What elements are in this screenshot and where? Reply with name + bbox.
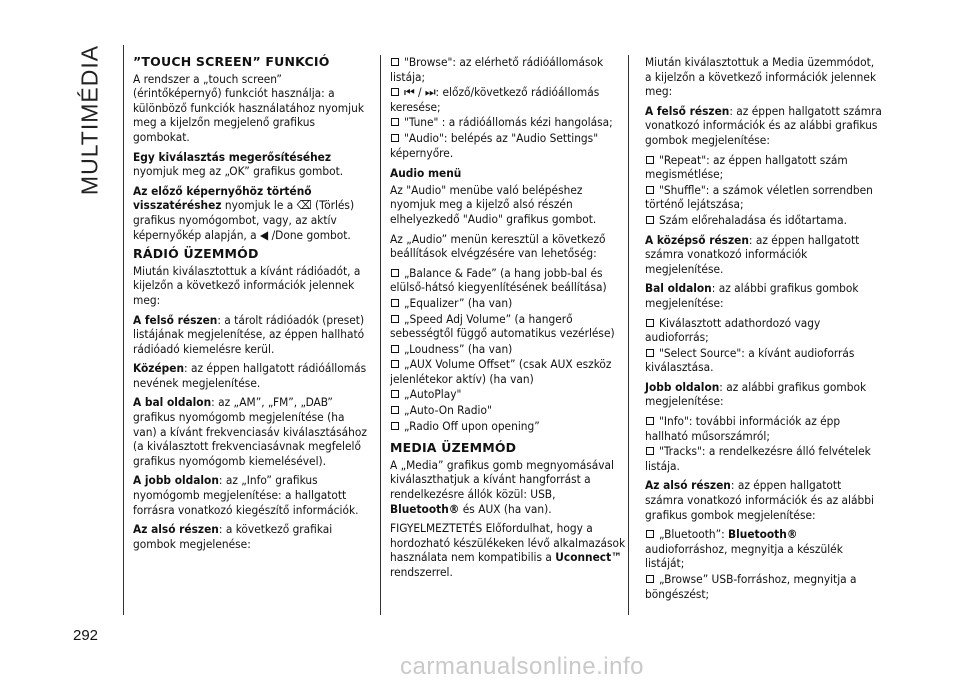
paragraph: Középen: az éppen hallgatott rádióállomás nevének megjelenítése. (133, 361, 367, 390)
list-item: Kiválasztott adathordozó vagy audioforrás; (645, 315, 821, 345)
checkbox-bullet-icon (646, 530, 654, 538)
checkbox-bullet-icon (391, 345, 399, 353)
checkbox-bullet-icon (391, 58, 399, 66)
checkbox-bullet-icon (391, 118, 399, 126)
divider-col2 (628, 55, 629, 615)
divider-left (123, 45, 124, 615)
list-item: "Info": további információk az épp hallható műsorszámról; (645, 414, 841, 443)
paragraph: Az alsó részen: az éppen hallgatott számra vonatkozó információk és az alábbi grafikus gombok megjelenítése: (645, 478, 874, 522)
list-item: "Tracks": a rendelkezésre álló felvételek listája. (645, 444, 871, 473)
list-item: "Tune" : a rádióállomás kézi hangolása; (390, 115, 628, 130)
paragraph: Egy kiválasztás megerősítéséhez nyomjuk meg az „OK” grafikus gombot. (133, 149, 344, 179)
delete-icon: ⌫ (296, 198, 312, 213)
list-item: ⏮ / ⏭: előző/következő rádióállomás keresése; (390, 85, 600, 114)
list-item: „Browse” USB-forráshoz, megnyitja a böngészést; (645, 572, 857, 601)
list-item: "Select Source": a kívánt audioforrás kiválasztása. (645, 345, 855, 375)
checkbox-bullet-icon (391, 134, 399, 142)
paragraph: A jobb oldalon: az „Info” grafikus nyomógomb megjelenítése: a hallgatott forrásra vonatkozó kiegészítő információk. (133, 473, 359, 517)
heading-radio-mode: RÁDIÓ ÜZEMMÓD (133, 246, 259, 262)
list-item: "Browse": az elérhető rádióállomások listája; (390, 55, 604, 84)
checkbox-bullet-icon (391, 88, 399, 96)
paragraph: Jobb oldalon: az alábbi grafikus gombok megjelenítése: (645, 379, 867, 409)
checkbox-bullet-icon (646, 349, 654, 357)
watermark: carmanualsonline.info (400, 653, 644, 680)
checkbox-bullet-icon (646, 417, 654, 425)
column-1 (133, 55, 371, 556)
checkbox-bullet-icon (646, 447, 654, 455)
checkbox-bullet-icon (391, 406, 399, 414)
paragraph: Az alsó részen: a következő grafikai gombok megjelenése: (133, 522, 333, 551)
paragraph: Bal oldalon: az alábbi grafikus gombok megjelenítése: (645, 281, 859, 310)
list-item: "Shuffle": a számok véletlen sorrendben történő lejátszása; (645, 182, 873, 212)
checkbox-bullet-icon (646, 186, 654, 194)
checkbox-bullet-icon (646, 575, 654, 583)
checkbox-bullet-icon (646, 156, 654, 164)
page-number: 292 (73, 627, 99, 644)
list-item: „Equalizer” (ha van) (390, 296, 628, 311)
divider-col1 (380, 55, 381, 615)
list-item: „AUX Volume Offset” (csak AUX eszköz jelenlétekor aktív) (ha van) (390, 357, 612, 386)
paragraph: FIGYELMEZTETÉS Előfordulhat, hogy a hordozható készülékeken lévő alkalmazások használata nem kompatibilis a Uconnect™ rendszerrel. (390, 521, 626, 579)
list-item: „AutoPlay" (390, 387, 628, 402)
list-item: „Speed Adj Volume” (a hangerő sebességtől függő automatikus vezérlése) (390, 311, 615, 341)
checkbox-bullet-icon (391, 422, 399, 430)
paragraph: Miután kiválasztottuk a kívánt rádióadót, a kijelzőn a következő információk jelennek meg: (133, 263, 361, 307)
heading-media-mode: MEDIA ÜZEMMÓD (390, 440, 517, 456)
paragraph: Miután kiválasztottuk a Media üzemmódot, a kijelzőn a következő információk jelennek meg: (645, 55, 877, 99)
checkbox-bullet-icon (391, 269, 399, 277)
checkbox-bullet-icon (391, 315, 399, 323)
section-side-title (60, 45, 120, 195)
column-2 (390, 55, 628, 585)
list-item: „Radio Off upon opening” (390, 419, 628, 434)
checkbox-bullet-icon (391, 299, 399, 307)
paragraph: A rendszer a „touch screen” (érintőképernyő) funkciót használja: a különböző funkciók használatához nyomjuk meg a kijelzőn megjelenő grafikus gombokat. (133, 71, 364, 144)
list-item: "Audio": belépés az "Audio Settings" képernyőre. (390, 130, 599, 160)
paragraph: A bal oldalon: az „AM”, „FM”, „DAB” grafikus nyomógomb megjelenítése (ha van) a kívánt frekvenciasáv kiválasztásához (a kiválasztott frekvenciasávnak megfelelő grafikus nyomógomb kiemelésével). (133, 395, 367, 468)
list-item: „Balance & Fade” (a hang jobb-bal és elülső-hátsó kiegyenlítésének beállítása) (390, 265, 607, 295)
subheading-audio-menu: Audio menü (390, 166, 462, 181)
paragraph: A „Media” grafikus gomb megnyomásával kiválaszthatjuk a kívánt hangforrást a rendelkezésre állók közül: USB, Bluetooth® és AUX (ha van). (390, 457, 614, 516)
checkbox-bullet-icon (646, 216, 654, 224)
list-item: „Bluetooth”: Bluetooth® audioforráshoz, megnyitja a készülék listáját; (645, 527, 843, 571)
paragraph: A felső részen: az éppen hallgatott számra vonatkozó információk és az alábbi grafikus gombok megjelenítése: (645, 103, 882, 147)
list-item: "Repeat": az éppen hallgatott szám megismétlése; (645, 152, 848, 182)
list-item: „Loudness” (ha van) (390, 342, 628, 357)
paragraph: Az "Audio" menübe való belépéshez nyomjuk meg a kijelző alsó részén elhelyezkedő "Audio" grafikus gombot. (390, 182, 597, 226)
list-item: Szám előrehaladása és időtartama. (645, 213, 883, 228)
paragraph: A középső részen: az éppen hallgatott számra vonatkozó információk megjelenítése. (645, 232, 860, 276)
list-item: „Auto-On Radio" (390, 403, 628, 418)
heading-touch-screen: ”TOUCH SCREEN” FUNKCIÓ (133, 54, 330, 69)
back-arrow-icon: ◀ (260, 227, 269, 242)
side-title-text: MULTIMÉDIA (76, 44, 103, 196)
checkbox-bullet-icon (646, 319, 654, 327)
paragraph: Az előző képernyőhöz történő visszatéréshez nyomjuk le a ⌫ (Törlés) grafikus nyomógombot, vagy, az aktív képernyőkép alapján, a ◀ /Done gombot. (133, 183, 355, 242)
paragraph: Az „Audio” menün keresztül a következő beállítások elvégzésére van lehetőség: (390, 231, 606, 261)
column-3 (645, 55, 883, 602)
paragraph: A felső részen: a tárolt rádióadók (preset) listájának megjelenítése, az éppen hallható rádióadó kiemelésre kerül. (133, 312, 365, 356)
checkbox-bullet-icon (391, 360, 399, 368)
checkbox-bullet-icon (391, 390, 399, 398)
